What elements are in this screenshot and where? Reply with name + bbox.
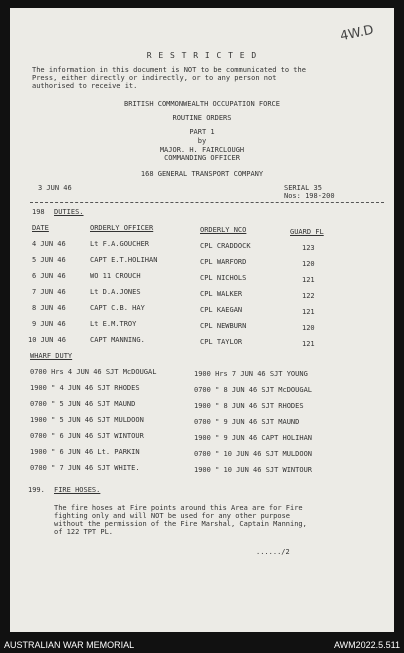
- document-page: [10, 8, 394, 632]
- officer-name: MAJOR. H. FAIRCLOUGH: [159, 146, 245, 154]
- list-item: 1900 Hrs 7 JUN 46 SJT YOUNG: [194, 370, 308, 378]
- duty-nco: CPL KAEGAN: [200, 306, 243, 314]
- list-item: 0700 " 7 JUN 46 SJT WHITE.: [30, 464, 140, 472]
- force-title: BRITISH COMMONWEALTH OCCUPATION FORCE: [124, 100, 280, 108]
- officer-title: COMMANDING OFFICER: [164, 154, 240, 162]
- duty-nco: CPL TAYLOR: [200, 338, 243, 346]
- notice-line-2: Press, either directly or indirectly, or to any person not: [32, 74, 277, 82]
- column-header-officer: ORDERLY OFFICER: [90, 224, 154, 232]
- fire-text-line-4: of 122 TPT PL.: [54, 528, 114, 536]
- serial-number: SERIAL 35: [284, 184, 322, 192]
- wharf-duty-title: WHARF DUTY: [30, 352, 73, 360]
- fire-section-title: FIRE HOSES.: [54, 486, 101, 494]
- duty-nco: CPL CRADDOCK: [200, 242, 251, 250]
- list-item: 1900 " 4 JUN 46 SJT RHODES: [30, 384, 140, 392]
- duty-date: 10 JUN 46: [28, 336, 66, 344]
- duty-guard: 120: [302, 324, 315, 332]
- duty-officer: Lt F.A.GOUCHER: [90, 240, 150, 248]
- duty-guard: 123: [302, 244, 315, 252]
- list-item: 0700 " 5 JUN 46 SJT MAUND: [30, 400, 136, 408]
- notice-line-3: authorised to receive it.: [32, 82, 138, 90]
- archive-footer: [0, 636, 404, 653]
- duty-date: 4 JUN 46: [32, 240, 66, 248]
- column-header-nco: ORDERLY NCO: [200, 226, 247, 234]
- footer-accession-number: AWM2022.5.511: [333, 640, 400, 650]
- duty-nco: CPL NEWBURN: [200, 322, 247, 330]
- order-date: 3 JUN 46: [38, 184, 72, 192]
- list-item: 0700 " 9 JUN 46 SJT MAUND: [194, 418, 300, 426]
- list-item: 0700 " 10 JUN 46 SJT MULDOON: [194, 450, 313, 458]
- orders-title: ROUTINE ORDERS: [172, 114, 232, 122]
- list-item: 1900 " 10 JUN 46 SJT WINTOUR: [194, 466, 313, 474]
- fire-text-line-3: without the permission of the Fire Marshal, Captain Manning,: [54, 520, 307, 528]
- fire-section-number: 199.: [28, 486, 45, 494]
- duties-title: DUTIES.: [54, 208, 84, 216]
- duties-number: 198: [32, 208, 45, 216]
- company-name: 168 GENERAL TRANSPORT COMPANY: [140, 170, 264, 178]
- column-header-date: DATE: [32, 224, 49, 232]
- order-numbers: Nos: 198-200: [284, 192, 335, 200]
- duty-nco: CPL NICHOLS: [200, 274, 247, 282]
- duty-officer: Lt E.M.TROY: [90, 320, 137, 328]
- list-item: 1900 " 5 JUN 46 SJT MULDOON: [30, 416, 144, 424]
- duty-officer: CAPT MANNING.: [90, 336, 145, 344]
- list-item: 1900 " 9 JUN 46 CAPT HOLIHAN: [194, 434, 313, 442]
- list-item: 0700 " 8 JUN 46 SJT McDOUGAL: [194, 386, 313, 394]
- restricted-heading: R E S T R I C T E D: [146, 51, 258, 60]
- list-item: 1900 " 8 JUN 46 SJT RHODES: [194, 402, 304, 410]
- duty-date: 6 JUN 46: [32, 272, 66, 280]
- duty-guard: 120: [302, 260, 315, 268]
- list-item: 1900 " 6 JUN 46 Lt. PARKIN: [30, 448, 140, 456]
- list-item: 0700 " 6 JUN 46 SJT WINTOUR: [30, 432, 144, 440]
- duty-officer: CAPT C.B. HAY: [90, 304, 145, 312]
- continued-marker: ....../2: [256, 548, 290, 556]
- duty-officer: Lt D.A.JONES: [90, 288, 141, 296]
- fire-text-line-1: The fire hoses at Fire points around this Area are for Fire: [54, 504, 303, 512]
- fire-text-line-2: fighting only and will NOT be used for any other purpose: [54, 512, 291, 520]
- handwritten-annotation: 4W.D: [338, 22, 375, 45]
- column-header-guard: GUARD FL: [290, 228, 324, 236]
- part-title: PART 1: [189, 128, 215, 136]
- duty-date: 5 JUN 46: [32, 256, 66, 264]
- duty-guard: 121: [302, 276, 315, 284]
- duty-date: 9 JUN 46: [32, 320, 66, 328]
- duty-officer: CAPT E.T.HOLIHAN: [90, 256, 158, 264]
- duty-date: 7 JUN 46: [32, 288, 66, 296]
- duty-guard: 121: [302, 308, 315, 316]
- duty-guard: 122: [302, 292, 315, 300]
- notice-line-1: The information in this document is NOT to be communicated to the: [32, 66, 306, 74]
- duty-nco: CPL WALKER: [200, 290, 243, 298]
- duty-nco: CPL WARFORD: [200, 258, 247, 266]
- divider-line: [30, 202, 384, 203]
- list-item: 0700 Hrs 4 JUN 46 SJT McDOUGAL: [30, 368, 157, 376]
- duty-guard: 121: [302, 340, 315, 348]
- duty-date: 8 JUN 46: [32, 304, 66, 312]
- footer-institution: AUSTRALIAN WAR MEMORIAL: [4, 640, 135, 650]
- duty-officer: WO 11 CROUCH: [90, 272, 141, 280]
- by-label: by: [197, 137, 207, 145]
